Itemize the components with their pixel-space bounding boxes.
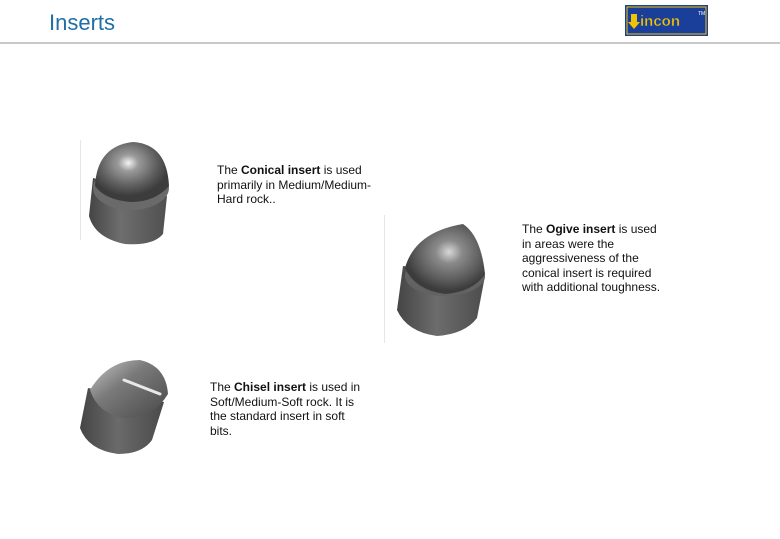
conical-insert-image bbox=[85, 138, 185, 248]
image-edge-line bbox=[384, 215, 385, 343]
mincon-logo bbox=[625, 5, 708, 36]
svg-text:TM: TM bbox=[698, 11, 706, 17]
ogive-insert-description: The Ogive insert is used in areas were the aggressiveness of the conical insert is required with additional toughness. bbox=[522, 222, 661, 294]
chisel-insert-description: The Chisel insert is used in Soft/Medium-Soft rock. It is the standard insert in soft bits. bbox=[210, 380, 361, 438]
conical-insert-description: The Conical insert is used primarily in Medium/Medium-Hard rock.. bbox=[217, 163, 372, 206]
page-title: Inserts bbox=[49, 10, 116, 35]
chisel-insert-name: Chisel insert bbox=[234, 380, 307, 394]
image-edge-line bbox=[80, 140, 81, 240]
ogive-insert-name: Ogive insert bbox=[546, 222, 616, 236]
svg-text:incon: incon bbox=[640, 13, 680, 30]
header-divider bbox=[0, 42, 780, 44]
conical-insert-name: Conical insert bbox=[241, 163, 321, 177]
chisel-insert-image bbox=[78, 358, 178, 458]
ogive-insert-image bbox=[393, 222, 498, 340]
